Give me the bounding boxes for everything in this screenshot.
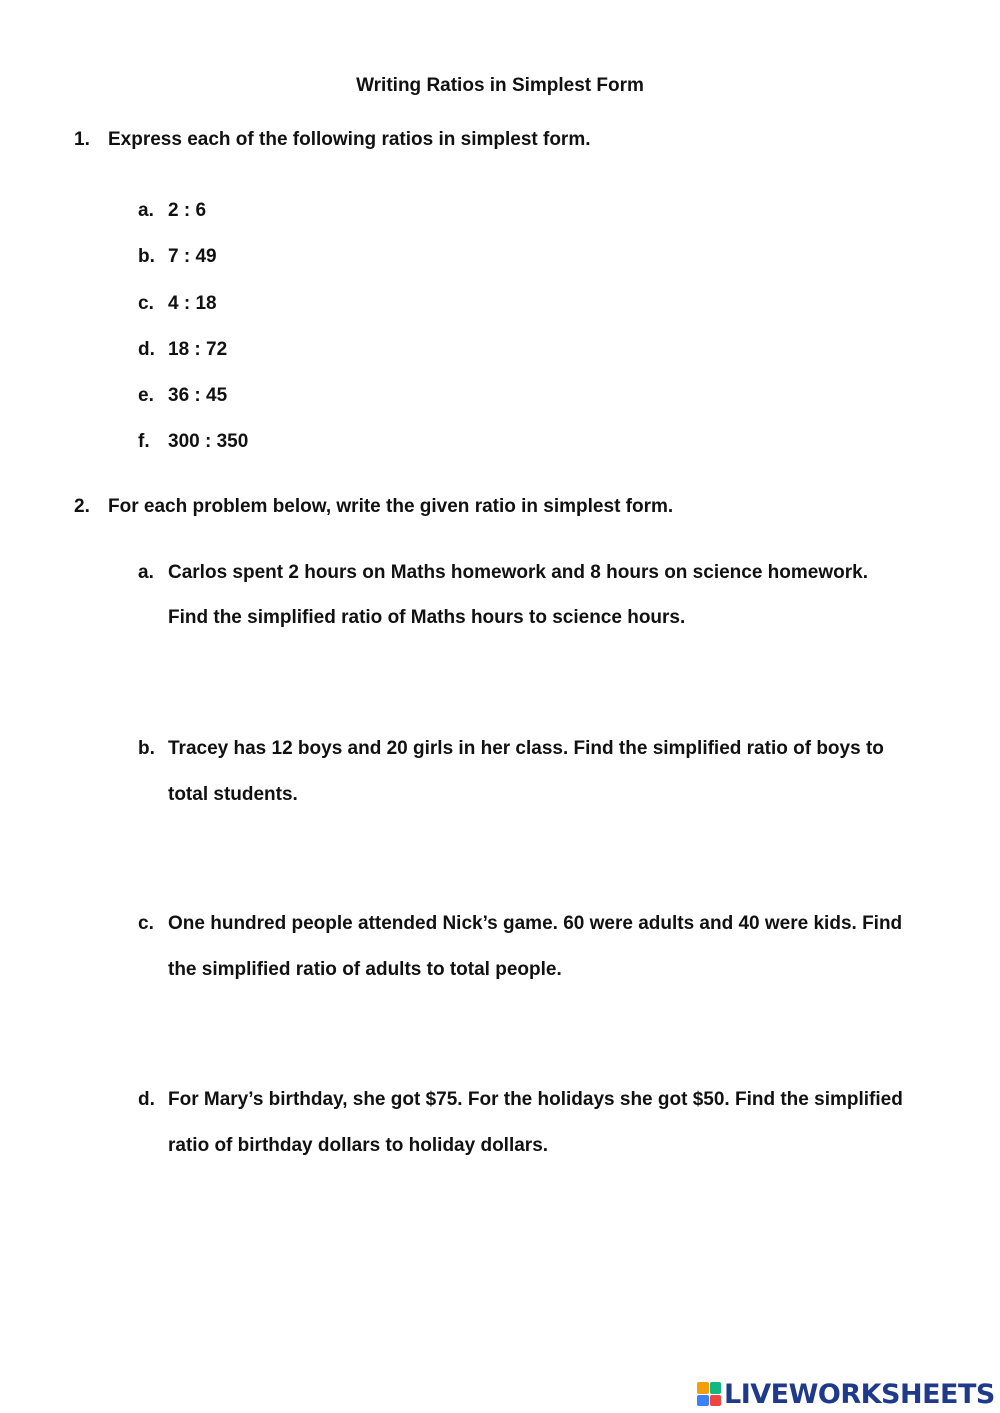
- q2-item-letter: c.: [138, 913, 154, 934]
- q2-item-letter: d.: [138, 1089, 155, 1110]
- q1-item-letter: c.: [138, 293, 154, 314]
- logo-mark-tile: [697, 1382, 709, 1394]
- q1-item-ratio: 4 : 18: [168, 293, 217, 314]
- q2-item-line: ratio of birthday dollars to holiday dollars.: [168, 1135, 549, 1156]
- q1-item-ratio: 18 : 72: [168, 339, 228, 360]
- q1-item-ratio: 2 : 6: [168, 200, 207, 221]
- logo-mark-tile: [710, 1395, 722, 1407]
- q2-item-letter: a.: [138, 562, 154, 583]
- q1-item-ratio: 300 : 350: [168, 431, 249, 452]
- q1-item-letter: f.: [138, 431, 150, 452]
- question-2-text: For each problem below, write the given ratio in simplest form.: [108, 496, 674, 517]
- q1-item-letter: d.: [138, 339, 155, 360]
- q2-item-line: Tracey has 12 boys and 20 girls in her class. Find the simplified ratio of boys to: [168, 738, 884, 759]
- question-2-number: 2.: [74, 496, 90, 517]
- question-1-number: 1.: [74, 129, 90, 150]
- q1-item-ratio: 7 : 49: [168, 246, 217, 267]
- page-title: Writing Ratios in Simplest Form: [356, 75, 644, 96]
- q1-item-letter: b.: [138, 246, 155, 267]
- q1-item-letter: a.: [138, 200, 154, 221]
- q2-item-line: Carlos spent 2 hours on Maths homework and 8 hours on science homework.: [168, 562, 868, 583]
- logo-mark-tile: [710, 1382, 722, 1394]
- q1-item-ratio: 36 : 45: [168, 385, 228, 406]
- q2-item-line: One hundred people attended Nick’s game. 60 were adults and 40 were kids. Find: [168, 913, 903, 934]
- q2-item-line: the simplified ratio of adults to total people.: [168, 959, 562, 980]
- q2-item-line: For Mary’s birthday, she got $75. For the holidays she got $50. Find the simplified: [168, 1089, 903, 1110]
- q2-item-letter: b.: [138, 738, 155, 759]
- logo-mark-tile: [697, 1395, 709, 1407]
- logo-text: LIVEWORKSHEETS: [724, 1378, 995, 1410]
- q2-item-line: total students.: [168, 784, 298, 805]
- q2-item-line: Find the simplified ratio of Maths hours to science hours.: [168, 607, 686, 628]
- question-1-text: Express each of the following ratios in simplest form.: [108, 129, 591, 150]
- q1-item-letter: e.: [138, 385, 154, 406]
- liveworksheets-logo: [697, 1378, 995, 1410]
- logo-mark-icon: [697, 1382, 721, 1406]
